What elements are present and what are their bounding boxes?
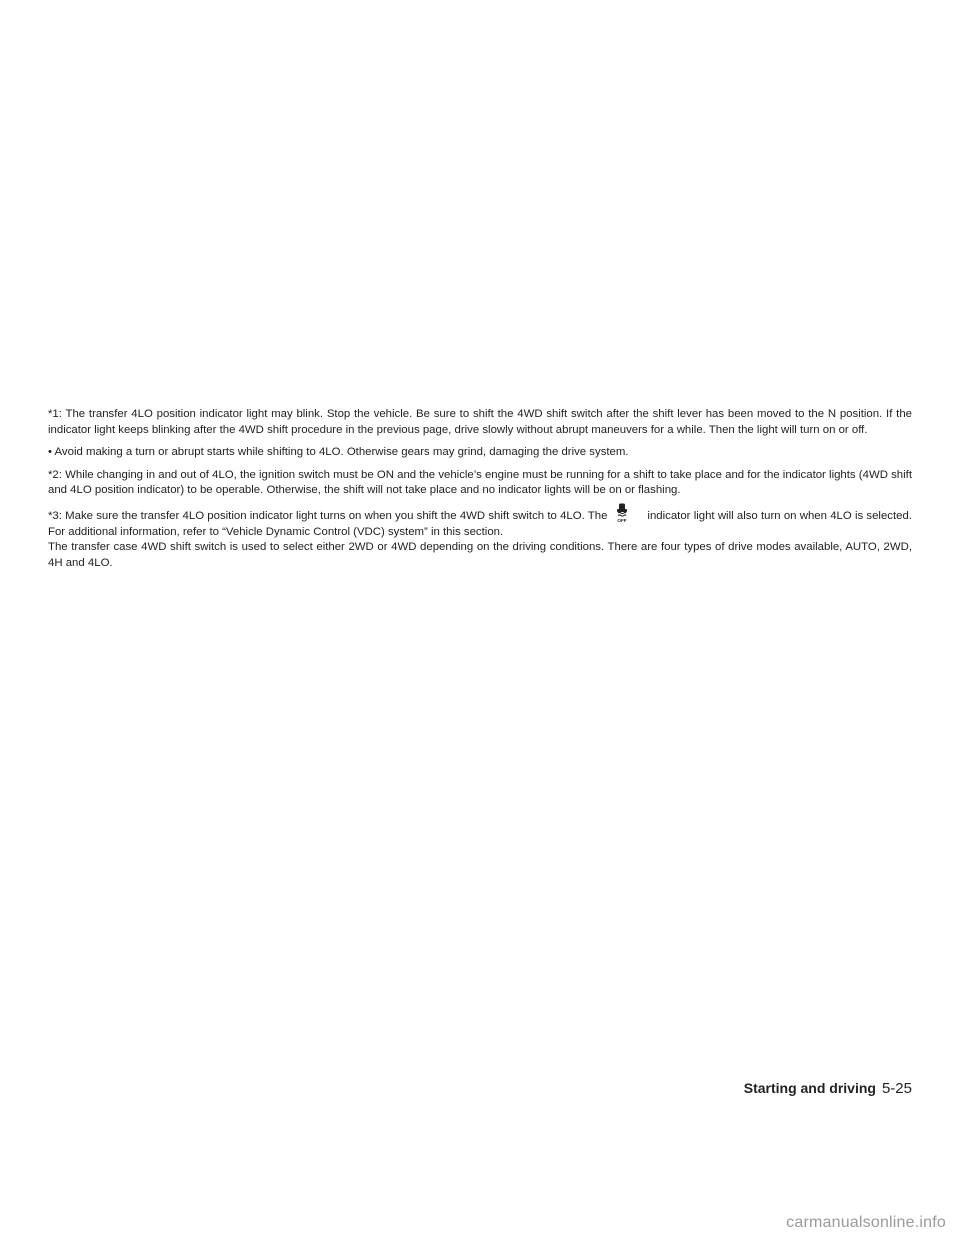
- page-footer: [744, 1080, 912, 1097]
- note-3-text-end: indicator light will also turn on when 4LO is selected. For additional information, refer to “Vehicle Dynamic Control (VDC) system” in this section.: [48, 509, 912, 538]
- bullet-avoid-turns: • Avoid making a turn or abrupt starts while shifting to 4LO. Otherwise gears may grind, damaging the drive system.: [48, 446, 629, 459]
- vdc-off-label: OFF: [617, 517, 628, 523]
- note-2: *2: While changing in and out of 4LO, the ignition switch must be ON and the vehicle’s engine must be running for a shift to take place and for the indicator lights (4WD shift and 4LO position indicator) to be operable. Otherwise, the shift will not take place and no indicator lights will be on or flashing.: [48, 468, 912, 497]
- note-3: [48, 506, 912, 540]
- note-3-text-start: *3: Make sure the transfer 4LO position indicator light turns on when you shift the 4WD shift switch to 4LO. The: [48, 509, 608, 522]
- manual-content: [48, 407, 912, 578]
- footer-page-number: 5-25: [881, 1080, 912, 1097]
- note-1: *1: The transfer 4LO position indicator light may blink. Stop the vehicle. Be sure to shift the 4WD shift switch after the shift lever has been moved to the N position. If the indicator light keeps blinking after the 4WD shift procedure in the previous page, drive slowly without abrupt maneuvers for a while. Then the light will turn on or off.: [48, 408, 912, 436]
- watermark: carmanualsonline.info: [786, 1214, 946, 1231]
- footer-section-title: Starting and driving: [743, 1080, 876, 1096]
- vdc-off-indicator-icon: [607, 506, 647, 524]
- transfer-case-paragraph: The transfer case 4WD shift switch is used to select either 2WD or 4WD depending on the driving conditions. There are four types of drive modes available, AUTO, 2WD, 4H and 4LO.: [48, 541, 912, 569]
